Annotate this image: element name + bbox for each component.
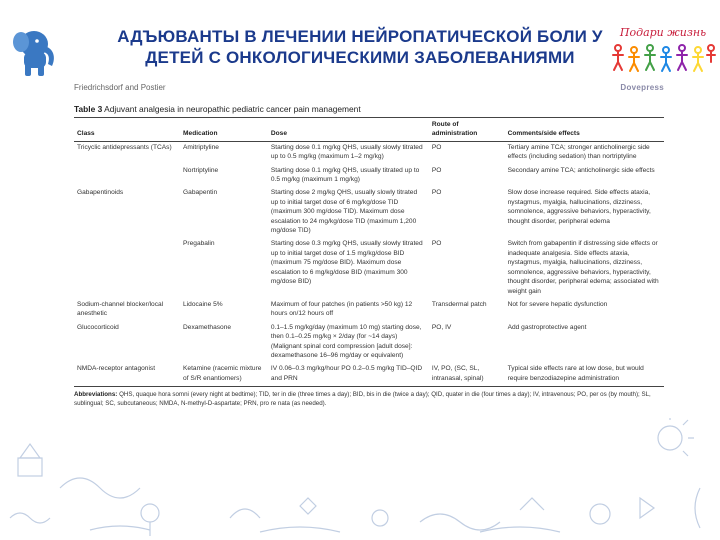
document-authors: Friedrichsdorf and Postier: [74, 83, 166, 92]
column-header: Comments/side effects: [505, 118, 664, 142]
comments-cell: Typical side effects rare at low dose, but would require benzodiazepine administration: [505, 363, 664, 386]
dose-cell: 0.1–1.5 mg/kg/day (maximum 10 mg) starting dose, then 0.1–0.25 mg/kg × 2/day (for ~14 days) (Malignant spinal cord compression [adult dose]: dexamethasone 16–96 mg/day or equivalent): [270, 323, 422, 359]
table-title: Adjuvant analgesia in neuropathic pediatric cancer pain management: [104, 104, 361, 114]
class-cell: Gabapentinoids: [77, 189, 124, 197]
class-cell: NMDA-receptor antagonist: [74, 363, 180, 386]
class-cell: Glucocorticoid: [77, 323, 119, 331]
column-header: Medication: [180, 118, 268, 142]
route-cell: Transdermal patch: [431, 300, 487, 308]
table-row: [74, 363, 664, 386]
medication-cell: Pregabalin: [183, 240, 215, 248]
medication-cell: Nortriptyline: [183, 166, 219, 174]
column-header: Dose: [268, 118, 429, 142]
route-cell: PO, IV: [431, 323, 452, 331]
medication-cell: Dexamethasone: [183, 323, 232, 331]
class-cell: [74, 238, 180, 298]
route-cell: PO: [431, 189, 442, 197]
route-cell: IV, PO, (SC, SL, intranasal, spinal): [429, 363, 505, 386]
medication-cell: Ketamine (racemic mixture of S/R enantiomers): [180, 363, 268, 386]
route-cell: PO: [431, 166, 442, 174]
publisher-name: Dovepress: [620, 83, 664, 92]
dose-cell: Starting dose 2 mg/kg QHS, usually slowly titrated up to initial target dose of 6 mg/kg/dose TID (maximum 300 mg/dose TID). Maximum dose escalation to 24 mg/kg/dose TID (maximum 1,200 mg/dose TID): [270, 189, 418, 235]
route-cell: PO: [431, 240, 442, 248]
dose-cell: Maximum of four patches (in patients >50 kg) 12 hours on/12 hours off: [270, 300, 413, 318]
class-cell: Sodium-channel blocker/local anesthetic: [77, 300, 164, 318]
adjuvant-table: [74, 117, 664, 387]
comments-cell: Not for severe hepatic dysfunction: [507, 300, 608, 308]
medication-cell: Amitriptyline: [183, 143, 219, 151]
abbreviations-note: [74, 390, 664, 408]
class-cell: [74, 165, 180, 188]
children-doodles-decoration: [0, 418, 720, 540]
table-row: [74, 238, 664, 298]
table-header-row: [74, 118, 664, 142]
document-excerpt: [64, 80, 664, 408]
table-row: [74, 187, 664, 238]
elephant-logo-icon: [4, 22, 60, 80]
document-header: [64, 80, 664, 94]
column-header: Class: [74, 118, 180, 142]
comments-cell: Tertiary amine TCA; stronger anticholinergic side effects (including sedation) than nortriptyline: [507, 143, 650, 161]
dose-cell: Starting dose 0.3 mg/kg QHS, usually slowly titrated up to initial target dose of 1.5 mg/kg/dose BID (maximum 75 mg/dose BID). Maximum dose escalation to 6 mg/kg/dose BID (maximum 300 mg/dose BID): [270, 240, 423, 286]
comments-cell: Secondary amine TCA; anticholinergic side effects: [507, 166, 655, 174]
comments-cell: Switch from gabapentin if distressing side effects or inadequate analgesia. Side effects ataxia, nystagmus, myalgia, hallucinations, dizziness, somnolence, aggressive behaviors, hyperactivity, thought disorder, peripheral edema; associated with weight gain: [507, 240, 659, 295]
table-caption: [74, 104, 664, 114]
dose-cell: Starting dose 0.1 mg/kg QHS, usually titrated up to 0.5 mg/kg (maximum 1 mg/kg): [270, 166, 420, 184]
table-row: [74, 299, 664, 322]
comments-cell: Add gastroprotective agent: [507, 323, 587, 331]
table-row: [74, 141, 664, 164]
charity-logo-text: Подари жизнь: [619, 26, 707, 39]
table-row: [74, 165, 664, 188]
class-cell: Tricyclic antidepressants (TCAs): [77, 143, 172, 151]
comments-cell: Slow dose increase required. Side effects ataxia, nystagmus, myalgia, hallucinations, dizziness, somnolence, aggressive behaviors, hyperactivity, thought disorder, peripheral edema: [507, 189, 651, 225]
slide-title: АДЪЮВАНТЫ В ЛЕЧЕНИИ НЕЙРОПАТИЧЕСКОЙ БОЛИ У ДЕТЕЙ С ОНКОЛОГИЧЕСКИМИ ЗАБОЛЕВАНИЯМИ: [117, 27, 603, 67]
abbreviations-label: Abbreviations:: [74, 391, 118, 399]
medication-cell: Gabapentin: [183, 189, 218, 197]
medication-cell: Lidocaine 5%: [183, 300, 223, 308]
column-header: Route of administration: [429, 118, 505, 142]
route-cell: PO: [431, 143, 442, 151]
table-row: [74, 322, 664, 364]
abbreviations-text: QHS, quaque hora somni (every night at bedtime); TID, ter in die (three times a day); BID, bis in die (twice a day); QID, quater in die (four times a day); IV, intravenous; PO, per os (by mouth); SL, sublingual; SC, subcutaneous; NMDA, N-methyl-D-aspartate; PRN, pro re nata (as needed).: [74, 391, 651, 408]
dose-cell: IV 0.06–0.3 mg/kg/hour PO 0.2–0.5 mg/kg TID–QID and PRN: [268, 363, 429, 386]
table-label: Table 3: [74, 104, 103, 114]
dose-cell: Starting dose 0.1 mg/kg QHS, usually slowly titrated up to 0.5 mg/kg (maximum 1–2 mg/kg): [270, 143, 423, 161]
